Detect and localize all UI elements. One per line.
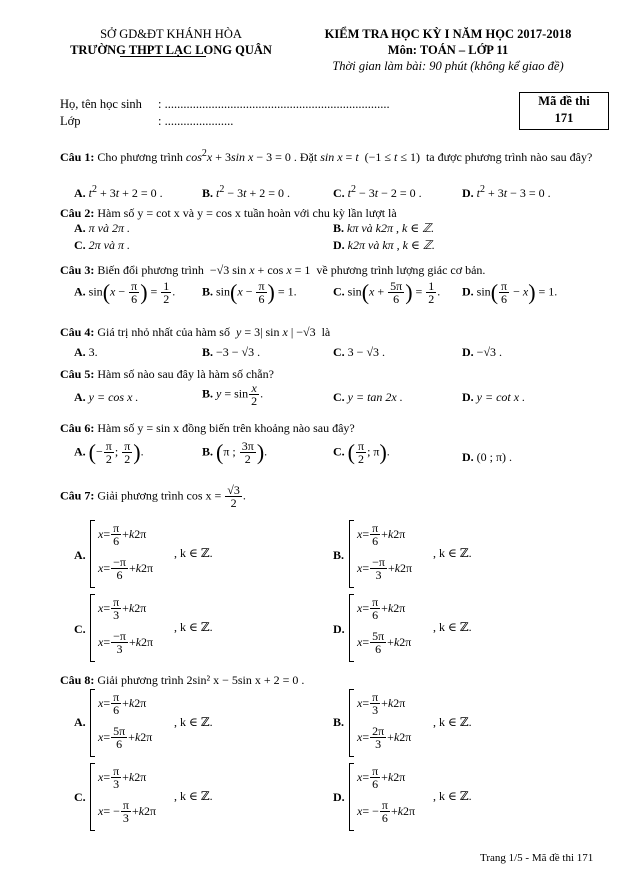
question-3: Câu 3: Biến đổi phương trình −√3 sin x + cos x = 1 về phương trình lượng giác cơ bản. (60, 263, 486, 277)
q3-option-b[interactable]: B. sin(x − $\frac{\pi}{6}$ ) = 1. (202, 279, 297, 306)
q2-option-c[interactable]: C. 2π và π . (74, 238, 131, 252)
question-6 (60, 420, 608, 436)
exam-code-label: Mã đề thi (538, 94, 590, 108)
q2-number: Câu 2: (60, 206, 95, 220)
q8-option-d-label[interactable]: D. (333, 790, 345, 804)
q4-option-a[interactable]: A. 3. (74, 345, 98, 359)
bracket (349, 763, 354, 831)
school-name: TRƯỜNG THPT LẠC LONG QUÂN (70, 43, 272, 57)
student-name-label: Họ, tên học sinh (60, 97, 142, 111)
question-8 (60, 672, 608, 688)
q4-option-d[interactable]: D. −√3 . (462, 345, 503, 359)
q6-option-d[interactable]: D. (0 ; π) . (462, 450, 513, 464)
q7-option-a-label[interactable]: A. (74, 548, 86, 562)
bracket (90, 594, 95, 662)
q8-option-a[interactable]: x = $\frac{\pi}{6}$ + k 2π x = $\frac{5\pi}{6}$ + k 2π , k ∈ ℤ. (90, 689, 290, 755)
bracket (90, 520, 95, 588)
page-footer: Trang 1/5 - Mã đề thi 171 (480, 852, 594, 864)
q5-option-c[interactable]: C. y = tan 2x . (333, 390, 403, 404)
bracket (90, 689, 95, 757)
q1-number: Câu 1: (60, 150, 95, 164)
student-class-label: Lớp (60, 114, 81, 128)
bracket (349, 594, 354, 662)
q8-text: Giải phương trình 2sin² x − 5sin x + 2 = 0 . (97, 673, 305, 687)
q6-text: Hàm số y = sin x đồng biến trên khoảng nào sau đây? (97, 421, 355, 435)
q5-text: Hàm số nào sau đây là hàm số chẵn? (97, 367, 274, 381)
exam-title: KIỂM TRA HỌC KỲ I NĂM HỌC 2017-2018 (324, 27, 572, 41)
q7-number: Câu 7: (60, 488, 95, 503)
q2-option-b[interactable]: B. kπ và k2π , k ∈ ℤ. (333, 221, 435, 235)
q7-option-c-label[interactable]: C. (74, 622, 86, 636)
q6-number: Câu 6: (60, 421, 95, 435)
q3-option-d[interactable]: D. sin( $\frac{\pi}{6}$ − x) = 1. (462, 279, 558, 306)
q8-number: Câu 8: (60, 673, 95, 687)
q1-option-b[interactable]: B. $t^2 - 3t + 2 = 0$ . (202, 184, 291, 200)
q7-option-b-label[interactable]: B. (333, 548, 345, 562)
q1-option-a[interactable]: A. $t^2 + 3t + 2 = 0$ . (74, 184, 163, 200)
question-2 (60, 205, 608, 221)
q4-number: Câu 4: (60, 325, 95, 339)
q5-option-d[interactable]: D. y = cot x . (462, 390, 526, 404)
q2-text: Hàm số y = cot x và y = cos x tuần hoàn với chu kỳ lần lượt là (97, 206, 397, 220)
exam-code-value: 171 (554, 111, 574, 125)
q2-option-a[interactable]: A. π và 2π . (74, 221, 131, 235)
header-right (296, 26, 600, 74)
q7-option-b[interactable]: x = $\frac{\pi}{6}$ + k 2π x = $\frac{-\pi}{3}$ + k 2π , k ∈ ℤ. (349, 520, 549, 586)
header-left (46, 26, 296, 58)
question-7: Câu 7: Giải phương trình cos x = $\frac{√3}{2}$ . (60, 483, 246, 510)
q8-option-c-label[interactable]: C. (74, 790, 86, 804)
q5-option-a[interactable]: A. y = cos x . (74, 390, 139, 404)
q2-option-d[interactable]: D. k2π và kπ , k ∈ ℤ. (333, 238, 435, 252)
q6-option-c[interactable]: C. ( $\frac{\pi}{2}$ ; π). (333, 439, 390, 466)
exam-duration: Thời gian làm bài: 90 phút (không kể giao đề) (332, 59, 564, 73)
q4-option-c[interactable]: C. 3 − √3 . (333, 345, 386, 359)
header-underline (120, 56, 206, 57)
q7-option-d-label[interactable]: D. (333, 622, 345, 636)
q6-option-a[interactable]: A. (− $\frac{\pi}{2}$ ; $\frac{\pi}{2}$ ). (74, 439, 144, 466)
q8-option-c[interactable]: x = $\frac{\pi}{3}$ + k 2π x = − $\frac{\pi}{3}$ + k 2π , k ∈ ℤ. (90, 763, 290, 829)
q7-option-a[interactable]: x = $\frac{\pi}{6}$ + k 2π x = $\frac{-\pi}{6}$ + k 2π , k ∈ ℤ. (90, 520, 290, 586)
student-class-row (60, 114, 234, 129)
q8-option-d[interactable]: x = $\frac{\pi}{6}$ + k 2π x = − $\frac{\pi}{6}$ + k 2π , k ∈ ℤ. (349, 763, 549, 829)
q8-option-b-label[interactable]: B. (333, 715, 345, 729)
q5-option-b[interactable]: B. y = sin $\frac{x}{2}$ . (202, 381, 264, 408)
student-name-row (60, 97, 390, 112)
exam-code-box (519, 92, 609, 130)
q1-option-d[interactable]: D. $t^2 + 3t - 3 = 0$ . (462, 184, 551, 200)
q8-option-b[interactable]: x = $\frac{\pi}{3}$ + k 2π x = $\frac{2\pi}{3}$ + k 2π , k ∈ ℤ. (349, 689, 549, 755)
bracket (349, 689, 354, 757)
question-5 (60, 366, 608, 382)
q7-option-d[interactable]: x = $\frac{\pi}{6}$ + k 2π x = $\frac{5\pi}{6}$ + k 2π , k ∈ ℤ. (349, 594, 549, 660)
q8-option-a-label[interactable]: A. (74, 715, 86, 729)
q3-option-a[interactable]: A. sin(x − $\frac{\pi}{6}$ ) = $\frac{1}{2}$ . (74, 279, 176, 306)
q3-option-c[interactable]: C. sin(x + $\frac{5\pi}{6}$ ) = $\frac{1}{2}$ . (333, 279, 441, 306)
bracket (90, 763, 95, 831)
q3-number: Câu 3: (60, 263, 95, 277)
q6-option-b[interactable]: B. (π ; $\frac{3\pi}{2}$ ). (202, 439, 268, 466)
q4-option-b[interactable]: B. −3 − √3 . (202, 345, 261, 359)
exam-subject: Môn: TOÁN – LỚP 11 (387, 43, 509, 57)
q7-text: Giải phương trình cos x = (97, 488, 222, 503)
student-name-field[interactable]: : ........................................................................ (158, 97, 390, 111)
q1-option-c[interactable]: C. $t^2 - 3t - 2 = 0$ . (333, 184, 422, 200)
bracket (349, 520, 354, 588)
student-class-field[interactable]: : ...................... (158, 114, 234, 128)
dept-name: SỞ GD&ĐT KHÁNH HÒA (100, 27, 242, 41)
question-1: Câu 1: Cho phương trình $\cos^2x + 3\sin$ x − 3 = 0 . Đặt sin x = t (−1 ≤ t ≤ 1) ta được phương trình nào sau đây? (60, 148, 593, 164)
q5-number: Câu 5: (60, 367, 95, 381)
question-4: Câu 4: Giá trị nhỏ nhất của hàm số y = 3| sin x | −√3 là (60, 325, 331, 339)
q7-option-c[interactable]: x = $\frac{\pi}{3}$ + k 2π x = $\frac{-\pi}{3}$ + k 2π , k ∈ ℤ. (90, 594, 290, 660)
